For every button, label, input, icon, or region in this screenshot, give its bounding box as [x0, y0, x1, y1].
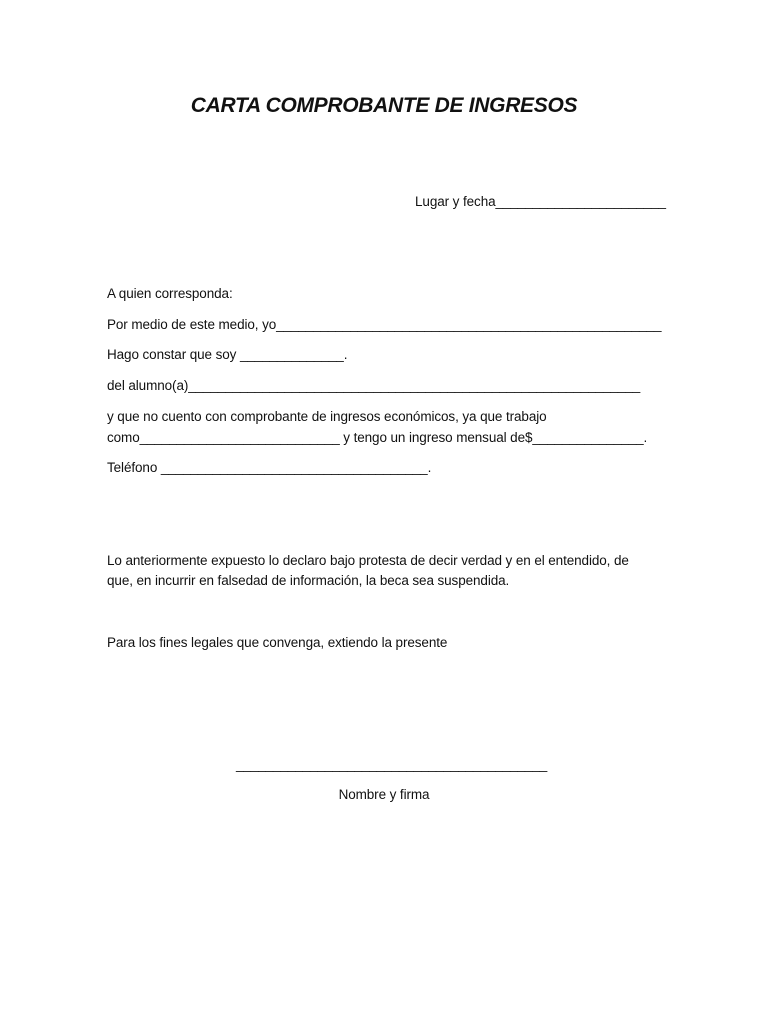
greeting: A quien corresponda: [107, 286, 233, 301]
line-yo: Por medio de este medio, yo____________________________________________________ [107, 317, 662, 332]
line-ingresos-2: como___________________________ y tengo un ingreso mensual de$_______________. [107, 430, 648, 445]
line-alumno: del alumno(a)_____________________________________________________________ [107, 378, 641, 393]
signature-line: __________________________________________ [236, 757, 548, 772]
line-telefono: Teléfono ____________________________________. [107, 460, 432, 475]
declaration-line-2: que, en incurrir en falsedad de información, la beca sea suspendida. [107, 573, 510, 588]
declaration-line-1: Lo anteriormente expuesto lo declaro bajo protesta de decir verdad y en el entendido, de [107, 553, 629, 568]
place-date-field: Lugar y fecha_______________________ [415, 194, 666, 209]
signature-label: Nombre y firma [338, 787, 430, 802]
closing-line: Para los fines legales que convenga, extiendo la presente [107, 635, 448, 650]
document-title: CARTA COMPROBANTE DE INGRESOS [190, 94, 578, 117]
line-ingresos-1: y que no cuento con comprobante de ingresos económicos, ya que trabajo [107, 409, 547, 424]
line-consta: Hago constar que soy ______________. [107, 347, 348, 362]
